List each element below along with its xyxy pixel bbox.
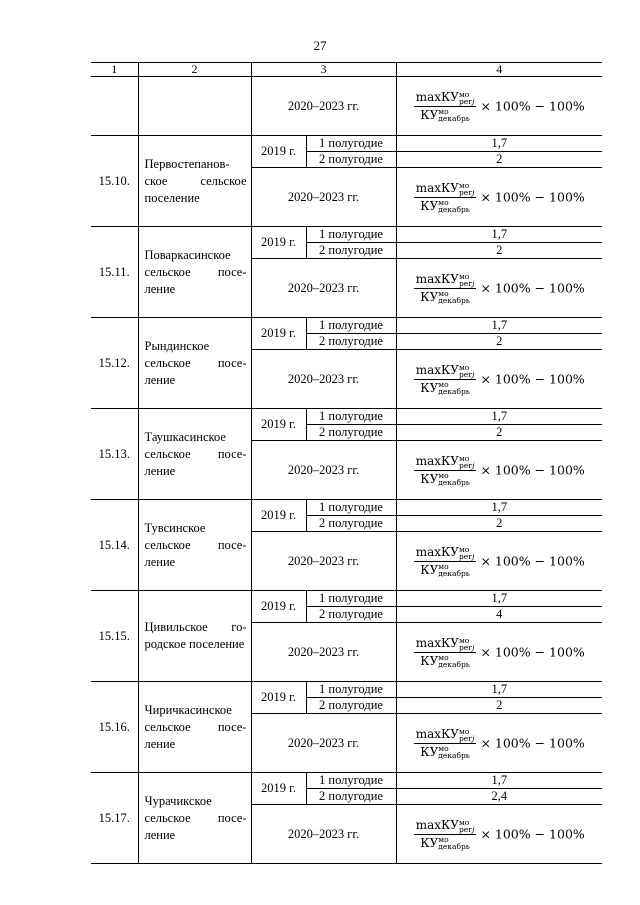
page-number: 27 — [313, 38, 327, 53]
half-year-2: 2 полугодие — [306, 607, 396, 623]
formula-numerator: maxКУмо регj — [415, 726, 475, 743]
value-half-2: 2,4 — [396, 789, 602, 805]
period-cell: 2020–2023 гг. — [251, 77, 396, 136]
formula-denominator: КУмо декабрь — [420, 653, 470, 669]
formula-numerator: maxКУмо регj — [415, 635, 475, 652]
formula-numerator: maxКУмо регj — [415, 453, 475, 470]
value-half-2: 2 — [396, 152, 602, 168]
value-half-1: 1,7 — [396, 773, 602, 789]
formula-fraction — [414, 90, 477, 122]
table-row-continuation — [91, 77, 602, 136]
formula-cell — [396, 259, 602, 318]
tariff-table — [91, 62, 602, 864]
formula-denominator: КУмо декабрь — [420, 744, 470, 760]
half-year-2: 2 полугодие — [306, 698, 396, 714]
table-row — [91, 682, 602, 698]
half-year-1: 1 полугодие — [306, 682, 396, 698]
year-cell: 2019 г. — [251, 591, 306, 623]
value-half-2: 2 — [396, 425, 602, 441]
formula-tail: × 100% − 100% — [480, 735, 585, 751]
table-row — [91, 773, 602, 789]
year-cell: 2019 г. — [251, 227, 306, 259]
formula-fraction — [414, 454, 477, 486]
value-half-2: 4 — [396, 607, 602, 623]
half-year-1: 1 полугодие — [306, 318, 396, 334]
formula-numerator: maxКУмо регj — [415, 544, 475, 561]
year-cell: 2019 г. — [251, 136, 306, 168]
value-half-1: 1,7 — [396, 591, 602, 607]
year-cell: 2019 г. — [251, 682, 306, 714]
formula-denominator: КУмо декабрь — [420, 471, 470, 487]
period-cell: 2020–2023 гг. — [251, 714, 396, 773]
period-cell: 2020–2023 гг. — [251, 805, 396, 864]
value-half-2: 2 — [396, 334, 602, 350]
value-half-1: 1,7 — [396, 227, 602, 243]
formula-numerator: maxКУмо регj — [415, 89, 475, 106]
formula-tail: × 100% − 100% — [480, 644, 585, 660]
table-row — [91, 409, 602, 425]
half-year-2: 2 полугодие — [306, 243, 396, 259]
period-cell: 2020–2023 гг. — [251, 532, 396, 591]
value-half-2: 2 — [396, 516, 602, 532]
formula-fraction — [414, 818, 477, 850]
formula-cell — [396, 714, 602, 773]
row-number: 15.13. — [91, 409, 138, 500]
year-cell: 2019 г. — [251, 773, 306, 805]
header-row — [91, 63, 602, 77]
row-number: 15.15. — [91, 591, 138, 682]
settlement-name: Тувсинское сельское поселение — [138, 500, 251, 591]
formula-fraction — [414, 636, 477, 668]
formula-cell — [396, 350, 602, 409]
settlement-name: Таушкасинское сельское поселение — [138, 409, 251, 500]
row-number: 15.12. — [91, 318, 138, 409]
half-year-1: 1 полугодие — [306, 136, 396, 152]
period-cell: 2020–2023 гг. — [251, 441, 396, 500]
formula-cell — [396, 441, 602, 500]
formula-tail: × 100% − 100% — [480, 98, 585, 114]
row-number — [91, 77, 138, 136]
formula-numerator: maxКУмо регj — [415, 817, 475, 834]
year-cell: 2019 г. — [251, 500, 306, 532]
half-year-2: 2 полугодие — [306, 425, 396, 441]
formula-tail: × 100% − 100% — [480, 826, 585, 842]
formula-cell — [396, 623, 602, 682]
formula-fraction — [414, 363, 477, 395]
table-row — [91, 500, 602, 516]
settlement-name — [138, 77, 251, 136]
period-cell: 2020–2023 гг. — [251, 350, 396, 409]
formula-tail: × 100% − 100% — [480, 280, 585, 296]
half-year-1: 1 полугодие — [306, 409, 396, 425]
value-half-2: 2 — [396, 698, 602, 714]
formula-tail: × 100% − 100% — [480, 189, 585, 205]
header-col-4: 4 — [396, 63, 602, 77]
formula-denominator: КУмо декабрь — [420, 289, 470, 305]
header-col-2: 2 — [138, 63, 251, 77]
formula-fraction — [414, 545, 477, 577]
settlement-name: Поваркасинское сельское поселение — [138, 227, 251, 318]
row-number: 15.11. — [91, 227, 138, 318]
formula-denominator: КУмо декабрь — [420, 835, 470, 851]
value-half-2: 2 — [396, 243, 602, 259]
year-cell: 2019 г. — [251, 409, 306, 441]
formula-denominator: КУмо декабрь — [420, 107, 470, 123]
value-half-1: 1,7 — [396, 500, 602, 516]
half-year-2: 2 полугодие — [306, 152, 396, 168]
value-half-1: 1,7 — [396, 136, 602, 152]
half-year-1: 1 полугодие — [306, 500, 396, 516]
formula-tail: × 100% − 100% — [480, 553, 585, 569]
half-year-2: 2 полугодие — [306, 516, 396, 532]
formula-cell — [396, 805, 602, 864]
settlement-name: Первостепановское сельское поселение — [138, 136, 251, 227]
formula-fraction — [414, 272, 477, 304]
half-year-2: 2 полугодие — [306, 334, 396, 350]
formula-denominator: КУмо декабрь — [420, 380, 470, 396]
row-number: 15.10. — [91, 136, 138, 227]
formula-cell — [396, 77, 602, 136]
formula-tail: × 100% − 100% — [480, 462, 585, 478]
formula-cell — [396, 168, 602, 227]
period-cell: 2020–2023 гг. — [251, 168, 396, 227]
table-row — [91, 318, 602, 334]
period-cell: 2020–2023 гг. — [251, 623, 396, 682]
formula-tail: × 100% − 100% — [480, 371, 585, 387]
table-row — [91, 591, 602, 607]
table-row — [91, 136, 602, 152]
settlement-name: Чурачикское сельское поселение — [138, 773, 251, 864]
half-year-2: 2 полугодие — [306, 789, 396, 805]
row-number: 15.16. — [91, 682, 138, 773]
value-half-1: 1,7 — [396, 682, 602, 698]
period-cell: 2020–2023 гг. — [251, 259, 396, 318]
formula-denominator: КУмо декабрь — [420, 562, 470, 578]
formula-fraction — [414, 727, 477, 759]
formula-numerator: maxКУмо регj — [415, 271, 475, 288]
settlement-name: Цивильское городское поселение — [138, 591, 251, 682]
value-half-1: 1,7 — [396, 318, 602, 334]
row-number: 15.14. — [91, 500, 138, 591]
row-number: 15.17. — [91, 773, 138, 864]
header-col-3: 3 — [251, 63, 396, 77]
half-year-1: 1 полугодие — [306, 591, 396, 607]
formula-denominator: КУмо декабрь — [420, 198, 470, 214]
formula-numerator: maxКУмо регj — [415, 362, 475, 379]
formula-cell — [396, 532, 602, 591]
header-col-1: 1 — [91, 63, 138, 77]
year-cell: 2019 г. — [251, 318, 306, 350]
value-half-1: 1,7 — [396, 409, 602, 425]
half-year-1: 1 полугодие — [306, 227, 396, 243]
settlement-name: Рындинское сельское поселение — [138, 318, 251, 409]
formula-fraction — [414, 181, 477, 213]
settlement-name: Чиричкасинское сельское поселение — [138, 682, 251, 773]
half-year-1: 1 полугодие — [306, 773, 396, 789]
formula-numerator: maxКУмо регj — [415, 180, 475, 197]
table-row — [91, 227, 602, 243]
